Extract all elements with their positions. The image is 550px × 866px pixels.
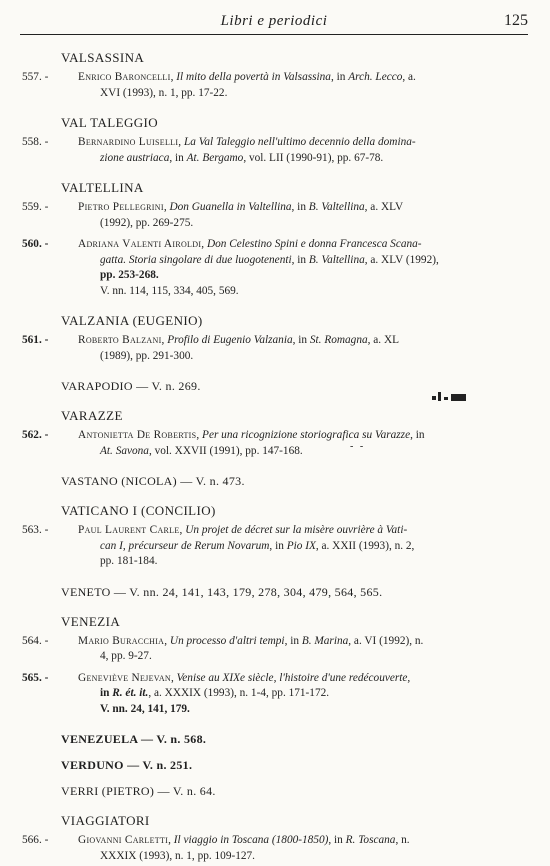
author: Geneviève Nejevan — [78, 671, 171, 684]
author: Paul Laurent Carle — [78, 524, 180, 536]
details: , a. — [402, 71, 416, 83]
entry-line: pp. 253-268. — [100, 269, 159, 281]
details: , a. VI (1992), n. — [348, 634, 424, 647]
journal: B. Valtellina — [308, 253, 365, 266]
entry-566 — [22, 833, 526, 864]
author: Mario Buracchia — [78, 634, 165, 647]
entry-number: 566. - — [22, 834, 49, 846]
journal: R. Toscana — [345, 834, 396, 846]
entry-line: Bernardino Luiselli, La Val Taleggio nell'ultimo decennio della domina- — [78, 136, 416, 148]
title: gatta. Storia singolare di due luogotenenti — [100, 253, 292, 266]
details: , a. XXII (1993), n. 2, — [315, 539, 415, 552]
journal: B. Marina — [301, 634, 349, 647]
page-number: 125 — [504, 12, 528, 29]
entry-line: Pietro Pellegrini, Don Guanella in Valtellina, in B. Valtellina, a. XLV — [78, 201, 404, 213]
entry-number: 564. - — [22, 634, 49, 647]
entry-line — [78, 253, 526, 269]
source-prefix: , in — [291, 253, 309, 266]
entry-line: XVI (1993), n. 1, pp. 17-22. — [100, 86, 228, 99]
section-heading: VALZANIA (EUGENIO) — [61, 313, 203, 328]
section-heading: VENEZIA — [61, 613, 121, 629]
entry-line: Mario Buracchia, Un processo d'altri tempi, in B. Marina, a. VI (1992), n. — [78, 634, 424, 647]
entry-line: XXXIX (1993), n. 1, pp. 109-127. — [100, 849, 256, 862]
author: Pietro Pellegrini — [78, 201, 164, 213]
author: Roberto Balzani — [78, 334, 162, 346]
section-heading: VIAGGIATORI — [61, 813, 150, 828]
author: Bernardino Luiselli — [78, 136, 179, 148]
source-prefix: , in — [269, 539, 287, 552]
entry-561 — [22, 333, 526, 364]
title: Venise au XIXe siècle, l'histoire d'une redécouverte, — [176, 671, 411, 684]
cross-reference: VASTANO (NICOLA) — V. n. 473. — [61, 474, 245, 488]
entry-line: Adriana Valenti Airoldi, Don Celestino Spini e donna Francesca Scana- — [78, 238, 422, 250]
entry-562 — [22, 428, 526, 459]
entry-line: Paul Laurent Carle, Un projet de décret sur la misère ouvrière à Vati- — [78, 524, 408, 536]
journal: B. Valtellina — [308, 201, 365, 213]
entry-number: 558. - — [22, 136, 49, 148]
entry-558 — [22, 135, 526, 166]
bibliography-list — [22, 50, 526, 866]
entry-line: Roberto Balzani, Profilo di Eugenio Valzania, in St. Romagna, a. XL — [78, 334, 400, 346]
author: Giovanni Carletti — [78, 834, 169, 846]
entry-560 — [22, 237, 526, 299]
author: Adriana Valenti Airoldi — [78, 238, 202, 250]
cross-reference: VERDUNO — V. n. 251. — [61, 758, 193, 772]
section-heading: VALTELLINA — [61, 180, 144, 195]
entry-number: 563. - — [22, 524, 49, 536]
title: zione austriaca — [100, 151, 170, 164]
entry-number: 559. - — [22, 201, 49, 213]
source-prefix: , in — [284, 634, 302, 647]
entry-line: Antonietta De Robertis, Per una ricognizione storiografica su Varazze, in — [78, 429, 425, 441]
source-prefix: , in — [291, 201, 309, 213]
title: Don Guanella in Valtellina — [169, 201, 292, 213]
title: Un projet de décret sur la misère ouvrière à Vati- — [185, 524, 408, 536]
details: , n. — [395, 834, 410, 846]
section-heading: VAL TALEGGIO — [61, 115, 159, 130]
running-title: Libri e periodici — [220, 13, 328, 29]
section-heading: VALSASSINA — [61, 50, 145, 65]
title: Il viaggio in Toscana (1800-1850) — [173, 834, 329, 846]
source-prefix: , in — [169, 151, 187, 164]
entry-line: Enrico Baroncelli, Il mito della povertà in Valsassina, in Arch. Lecco, a. — [78, 71, 416, 83]
entry-line: Giovanni Carletti, Il viaggio in Toscana (1800-1850), in R. Toscana, n. — [78, 834, 410, 846]
entry-number: 565. - — [22, 671, 49, 684]
entry-line: pp. 181-184. — [100, 555, 158, 567]
journal: St. Romagna — [309, 334, 368, 346]
section-heading: VATICANO I (CONCILIO) — [61, 503, 216, 518]
details: , a. XL — [367, 334, 400, 346]
journal: R. ét. it. — [112, 687, 149, 699]
journal: Arch. Lecco — [348, 71, 403, 83]
entry-line — [78, 686, 526, 702]
cross-reference: VENETO — V. nn. 24, 141, 143, 179, 278, 304, 479, 564, 565. — [61, 584, 383, 599]
cross-reference: VENEZUELA — V. n. 568. — [61, 732, 207, 746]
entry-557 — [22, 70, 526, 101]
entry-line: (1992), pp. 269-275. — [100, 216, 194, 229]
entry-line: 4, pp. 9-27. — [100, 650, 152, 662]
source-prefix: , in — [328, 834, 346, 846]
page-header — [20, 12, 528, 35]
title: Il mito della povertà in Valsassina — [176, 71, 331, 83]
entry-559 — [22, 200, 526, 231]
entry-563 — [22, 523, 526, 570]
entry-line: (1989), pp. 291-300. — [100, 349, 194, 362]
title: Profilo di Eugenio Valzania — [167, 334, 293, 346]
entry-number: 560. - — [22, 238, 49, 250]
source-prefix: , in — [410, 429, 425, 441]
author: Antonietta De Robertis — [78, 429, 197, 441]
details: , a. XLV (1992), — [364, 253, 439, 266]
entry-564 — [22, 634, 526, 665]
journal: At. Savona — [100, 444, 149, 457]
entry-number: 561. - — [22, 334, 49, 346]
journal: At. Bergamo — [186, 151, 244, 164]
title: Per una ricognizione storiografica su Varazze — [202, 429, 411, 441]
details: , a. XXXIX (1993), n. 1-4, pp. 171-172. — [148, 687, 330, 699]
see-also: V. nn. 114, 115, 334, 405, 569. — [100, 284, 239, 297]
cross-reference: VERRI (PIETRO) — V. n. 64. — [61, 784, 216, 798]
details: , vol. XXVII (1991), pp. 147-168. — [148, 444, 303, 457]
see-also: V. nn. 24, 141, 179. — [100, 702, 190, 715]
entry-line — [78, 444, 526, 460]
details: , a. XLV — [364, 201, 404, 213]
author: Enrico Baroncelli — [78, 71, 171, 83]
entry-number: 562. - — [22, 429, 49, 441]
source-prefix: , in — [330, 71, 349, 83]
cross-reference: VARAPODIO — V. n. 269. — [61, 379, 201, 393]
entry-565 — [22, 671, 526, 718]
source-prefix: in — [100, 687, 113, 699]
ink-mark: - - — [350, 441, 366, 452]
title: Don Celestino Spini e donna Francesca Scana- — [206, 238, 422, 250]
entry-line — [78, 151, 526, 167]
section-heading: VARAZZE — [61, 408, 123, 423]
entry-number: 557. - — [22, 71, 49, 83]
source-prefix: , in — [292, 334, 310, 346]
title: can I, précurseur de Rerum Novarum — [100, 539, 270, 552]
entry-line — [78, 539, 526, 555]
details: , vol. LII (1990-91), pp. 67-78. — [243, 151, 384, 164]
title: Un processo d'altri tempi — [169, 634, 285, 647]
journal: Pio IX — [286, 539, 316, 552]
title: La Val Taleggio nell'ultimo decennio della domina- — [183, 136, 416, 148]
entry-line: Geneviève Nejevan, Venise au XIXe siècle, l'histoire d'une redécouverte, — [78, 671, 411, 684]
